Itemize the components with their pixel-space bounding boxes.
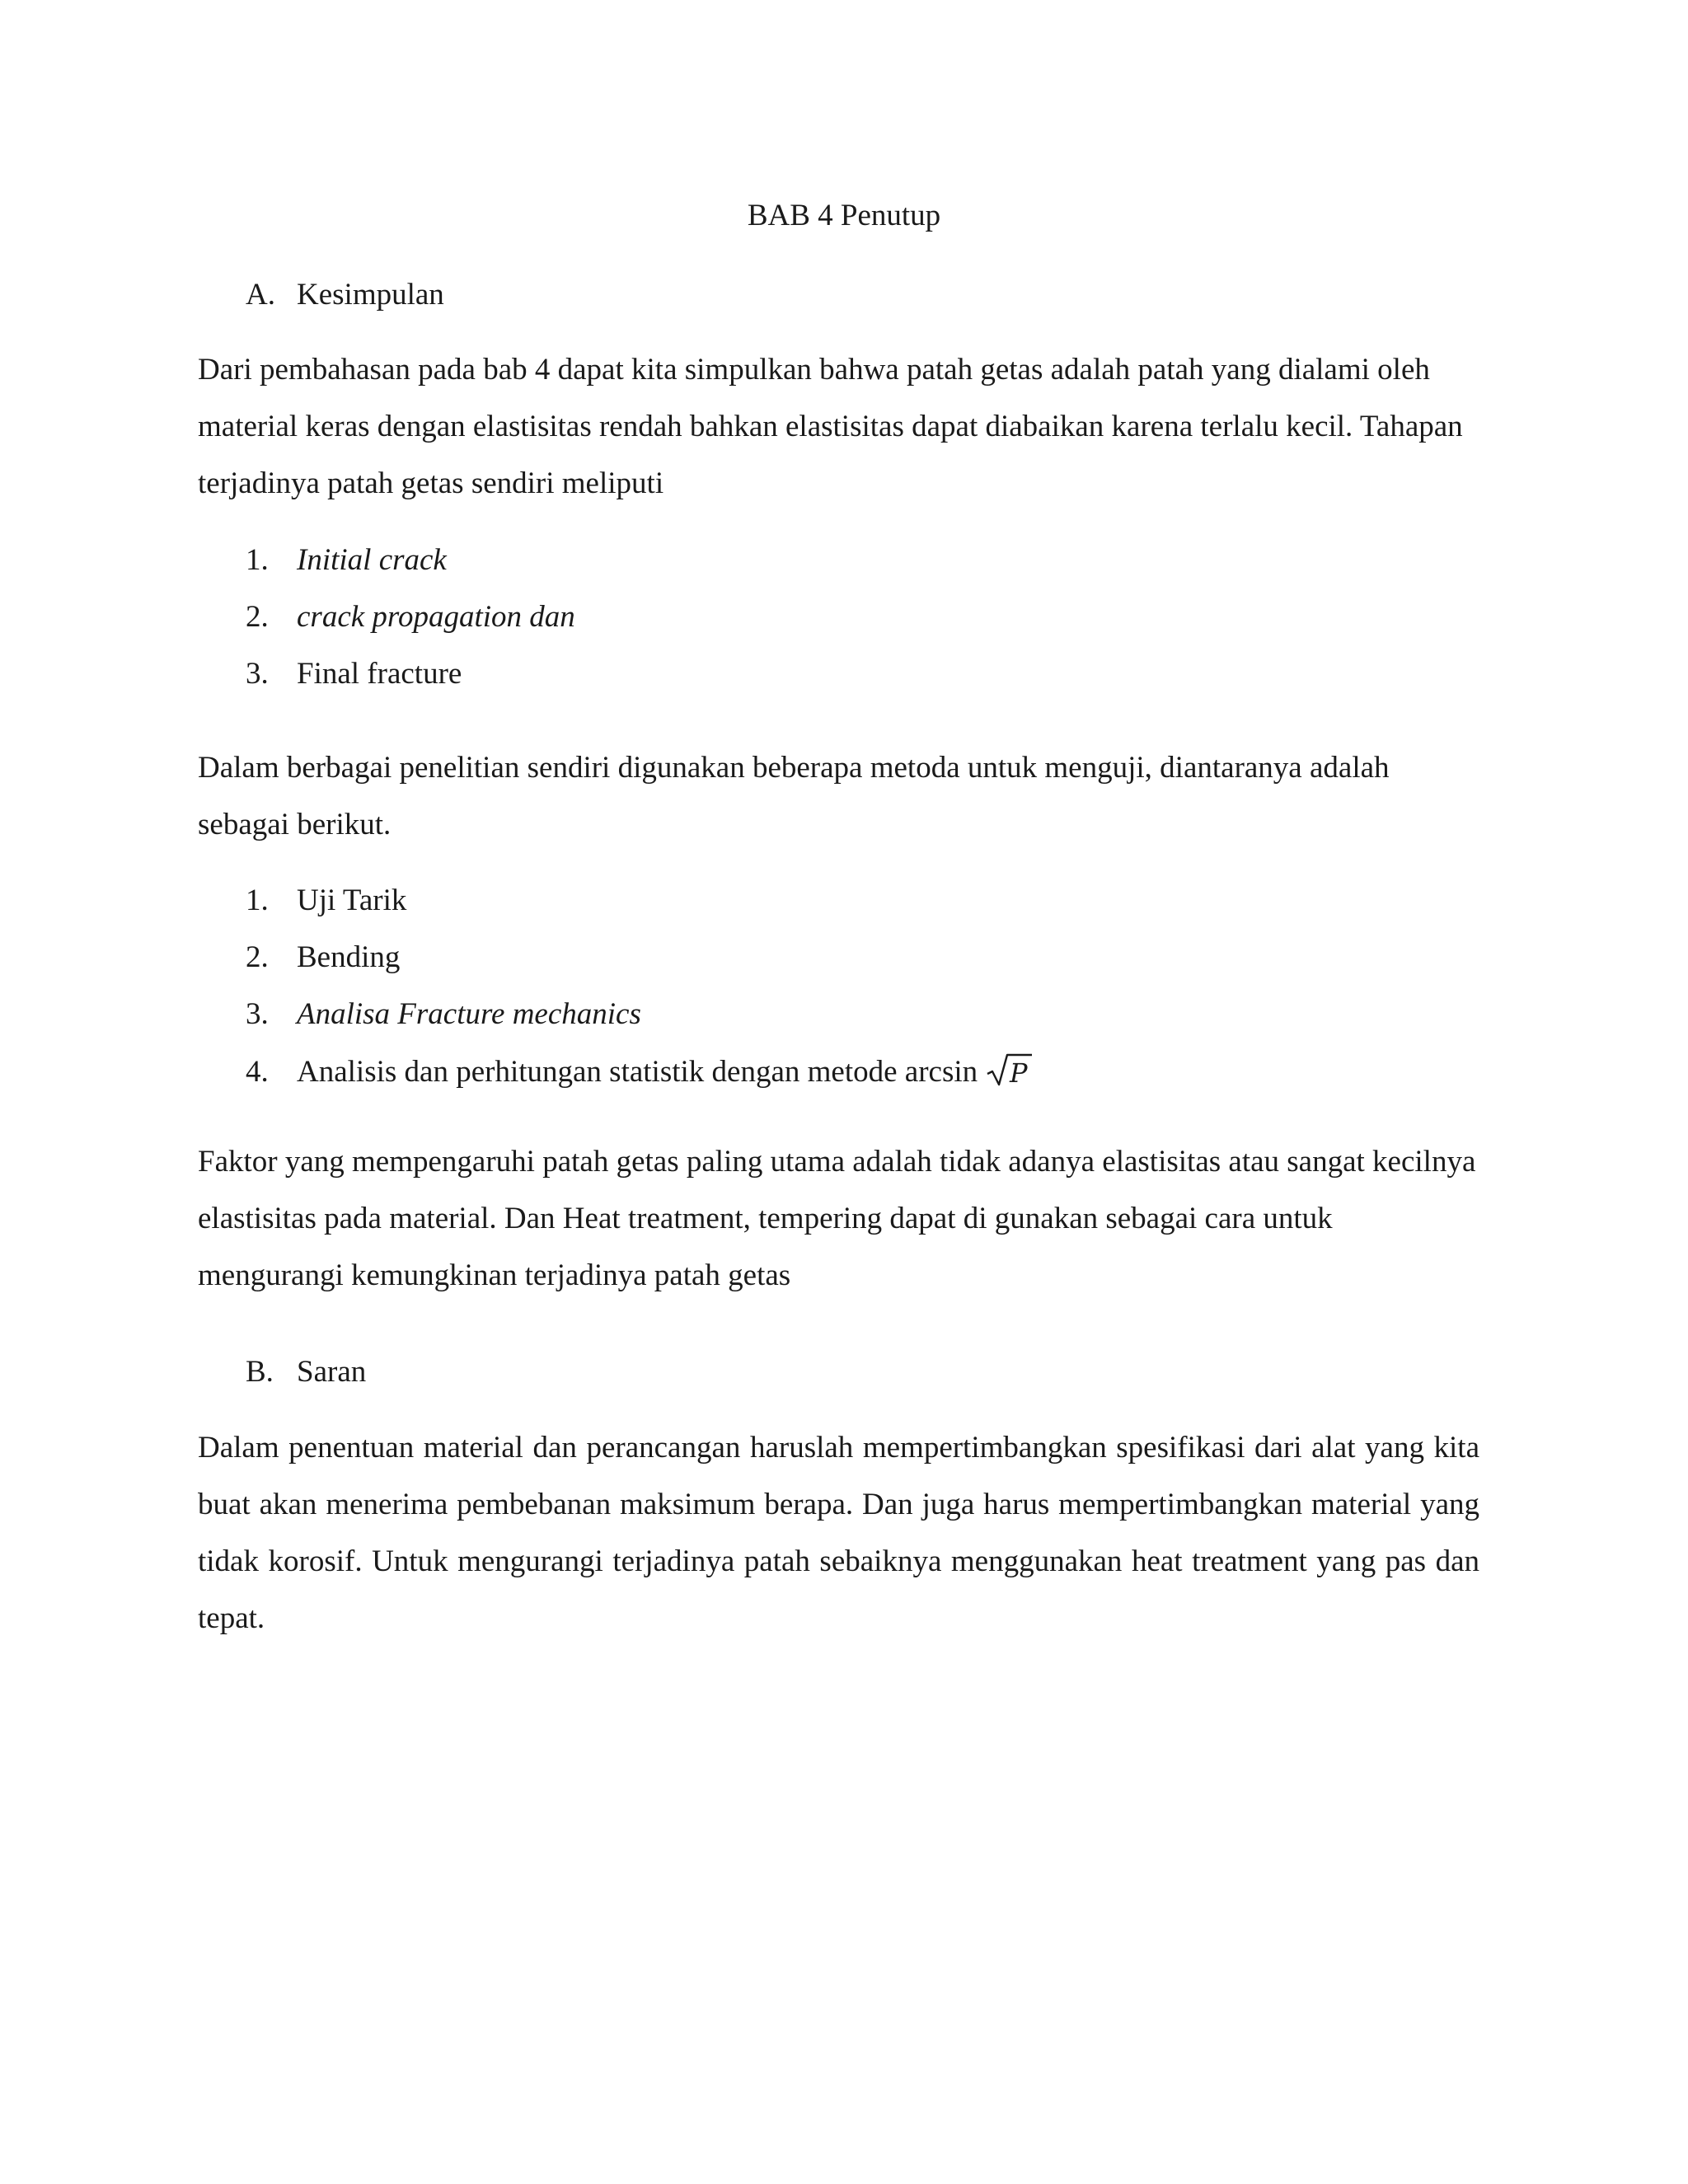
- list-text: Analisa Fracture mechanics: [297, 997, 641, 1031]
- list-text: Initial crack: [297, 543, 447, 577]
- section-marker: B.: [246, 1355, 274, 1389]
- square-root-formula: [986, 1052, 1034, 1088]
- section-label: Saran: [297, 1355, 367, 1389]
- paragraph-methods-intro: Dalam berbagai penelitian sendiri digunakan beberapa metoda untuk menguji, diantaranya adalah sebagai berikut.: [198, 751, 1390, 841]
- section-marker: A.: [246, 278, 275, 312]
- sqrt-symbol: [986, 1052, 1034, 1088]
- list-number: 2.: [246, 600, 269, 634]
- section-heading-saran: [246, 1352, 366, 1392]
- list-item: [246, 938, 1034, 995]
- list-number: 1.: [246, 543, 269, 577]
- formula-variable: P: [1010, 1057, 1028, 1088]
- list-number: 2.: [246, 940, 269, 974]
- list-text: Analisis dan perhitungan statistik dengan metode arcsin: [297, 1055, 978, 1089]
- section-label: Kesimpulan: [297, 278, 444, 312]
- paragraph-suggestion: Dalam penentuan material dan perancangan haruslah mempertimbangkan spesifikasi dari alat yang kita buat akan menerima pembebanan maksimum berapa. Dan juga harus mempertimbangkan material yang tidak korosif. Untuk mengurangi terjadinya patah sebaiknya menggunakan heat treatment yang pas dan tepat.: [198, 1431, 1479, 1635]
- section-heading-kesimpulan: [246, 275, 444, 315]
- list-item: [246, 1052, 1034, 1108]
- list-item: [246, 881, 1034, 938]
- list-item: [246, 654, 575, 711]
- paragraph-factors: Faktor yang mempengaruhi patah getas paling utama adalah tidak adanya elastisitas atau sangat kecilnya elastisitas pada material. Dan Heat treatment, tempering dapat di gunakan sebagai cara untuk mengurangi kemungkinan terjadinya patah getas: [198, 1145, 1476, 1292]
- testing-methods-list: [246, 881, 1034, 1108]
- paragraph-conclusion-intro: Dari pembahasan pada bab 4 dapat kita simpulkan bahwa patah getas adalah patah yang dialami oleh material keras dengan elastisitas rendah bahkan elastisitas dapat diabaikan karena terlalu kecil. Tahapan terjadinya patah getas sendiri meliputi: [198, 353, 1463, 500]
- page-title: BAB 4 Penutup: [747, 199, 941, 232]
- list-text: crack propagation dan: [297, 600, 575, 634]
- list-text: Final fracture: [297, 657, 462, 691]
- list-text: Bending: [297, 940, 401, 974]
- list-number: 3.: [246, 997, 269, 1031]
- fracture-stages-list: [246, 541, 575, 711]
- list-text: Uji Tarik: [297, 883, 407, 917]
- list-item: [246, 598, 575, 654]
- list-number: 3.: [246, 657, 269, 691]
- list-number: 1.: [246, 883, 269, 917]
- list-item: [246, 995, 1034, 1052]
- list-item: [246, 541, 575, 598]
- list-number: 4.: [246, 1055, 269, 1089]
